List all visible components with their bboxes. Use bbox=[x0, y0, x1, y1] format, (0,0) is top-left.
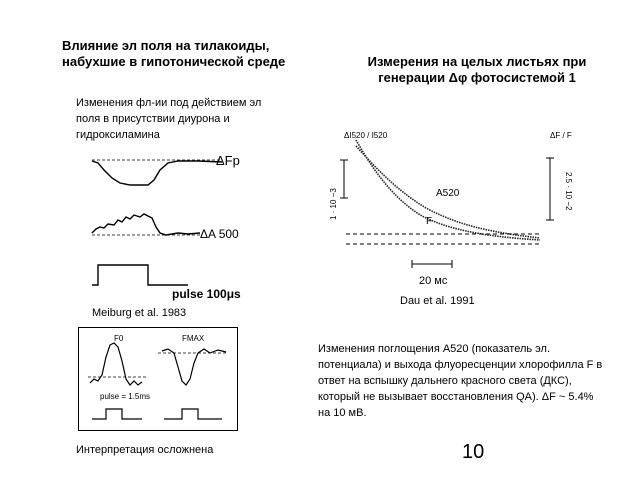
left-subtitle: Изменения фл-ии под действием эл поля в присутствии диурона и гидроксиламина bbox=[76, 97, 262, 141]
leaf-measurement-figure bbox=[316, 128, 576, 290]
left-note: Интерпретация осложнена bbox=[76, 444, 214, 456]
da500-label: ΔA 500 bbox=[200, 227, 239, 241]
fmax-label: FMAX bbox=[182, 334, 205, 343]
y-left-unit: ΔI520 / I520 bbox=[344, 131, 388, 140]
f0-label: F0 bbox=[114, 334, 124, 343]
inset-pulse-label: pulse = 1.5ms bbox=[100, 392, 151, 401]
right-citation: Dau et al. 1991 bbox=[400, 295, 475, 307]
dfp-label: ΔFp bbox=[216, 153, 240, 168]
fluorescence-traces-figure bbox=[88, 145, 268, 305]
page-number: 10 bbox=[462, 441, 485, 463]
curve-a520-label: A520 bbox=[436, 188, 460, 199]
y-left-scale: 1 · 10 −3 bbox=[329, 188, 338, 220]
left-citation: Meiburg et al. 1983 bbox=[92, 307, 187, 319]
y-right-unit: ΔF / F bbox=[550, 131, 572, 140]
curve-f-label: F bbox=[426, 216, 433, 227]
right-caption: Изменения поглощения A520 (показатель эл. потенциала) и выхода флуоресценции хлорофилла F в ответ на вспышку дальнего красного света (ДКС), который не вызывает восстановления QA). ΔF ~ 5.4% на 10 мВ. bbox=[318, 343, 603, 419]
inset-figure bbox=[78, 327, 238, 431]
right-title: Измерения на целых листьях при генерации Δφ фотосистемой 1 bbox=[367, 54, 587, 85]
left-title: Влияние эл поля на тилакоиды, набухшие в гипотонической среде bbox=[62, 38, 286, 69]
time-scale-label: 20 мс bbox=[419, 275, 448, 287]
y-right-scale: 2.5 · 10 −2 bbox=[564, 172, 573, 211]
pulse-label: pulse 100μs bbox=[172, 287, 241, 301]
